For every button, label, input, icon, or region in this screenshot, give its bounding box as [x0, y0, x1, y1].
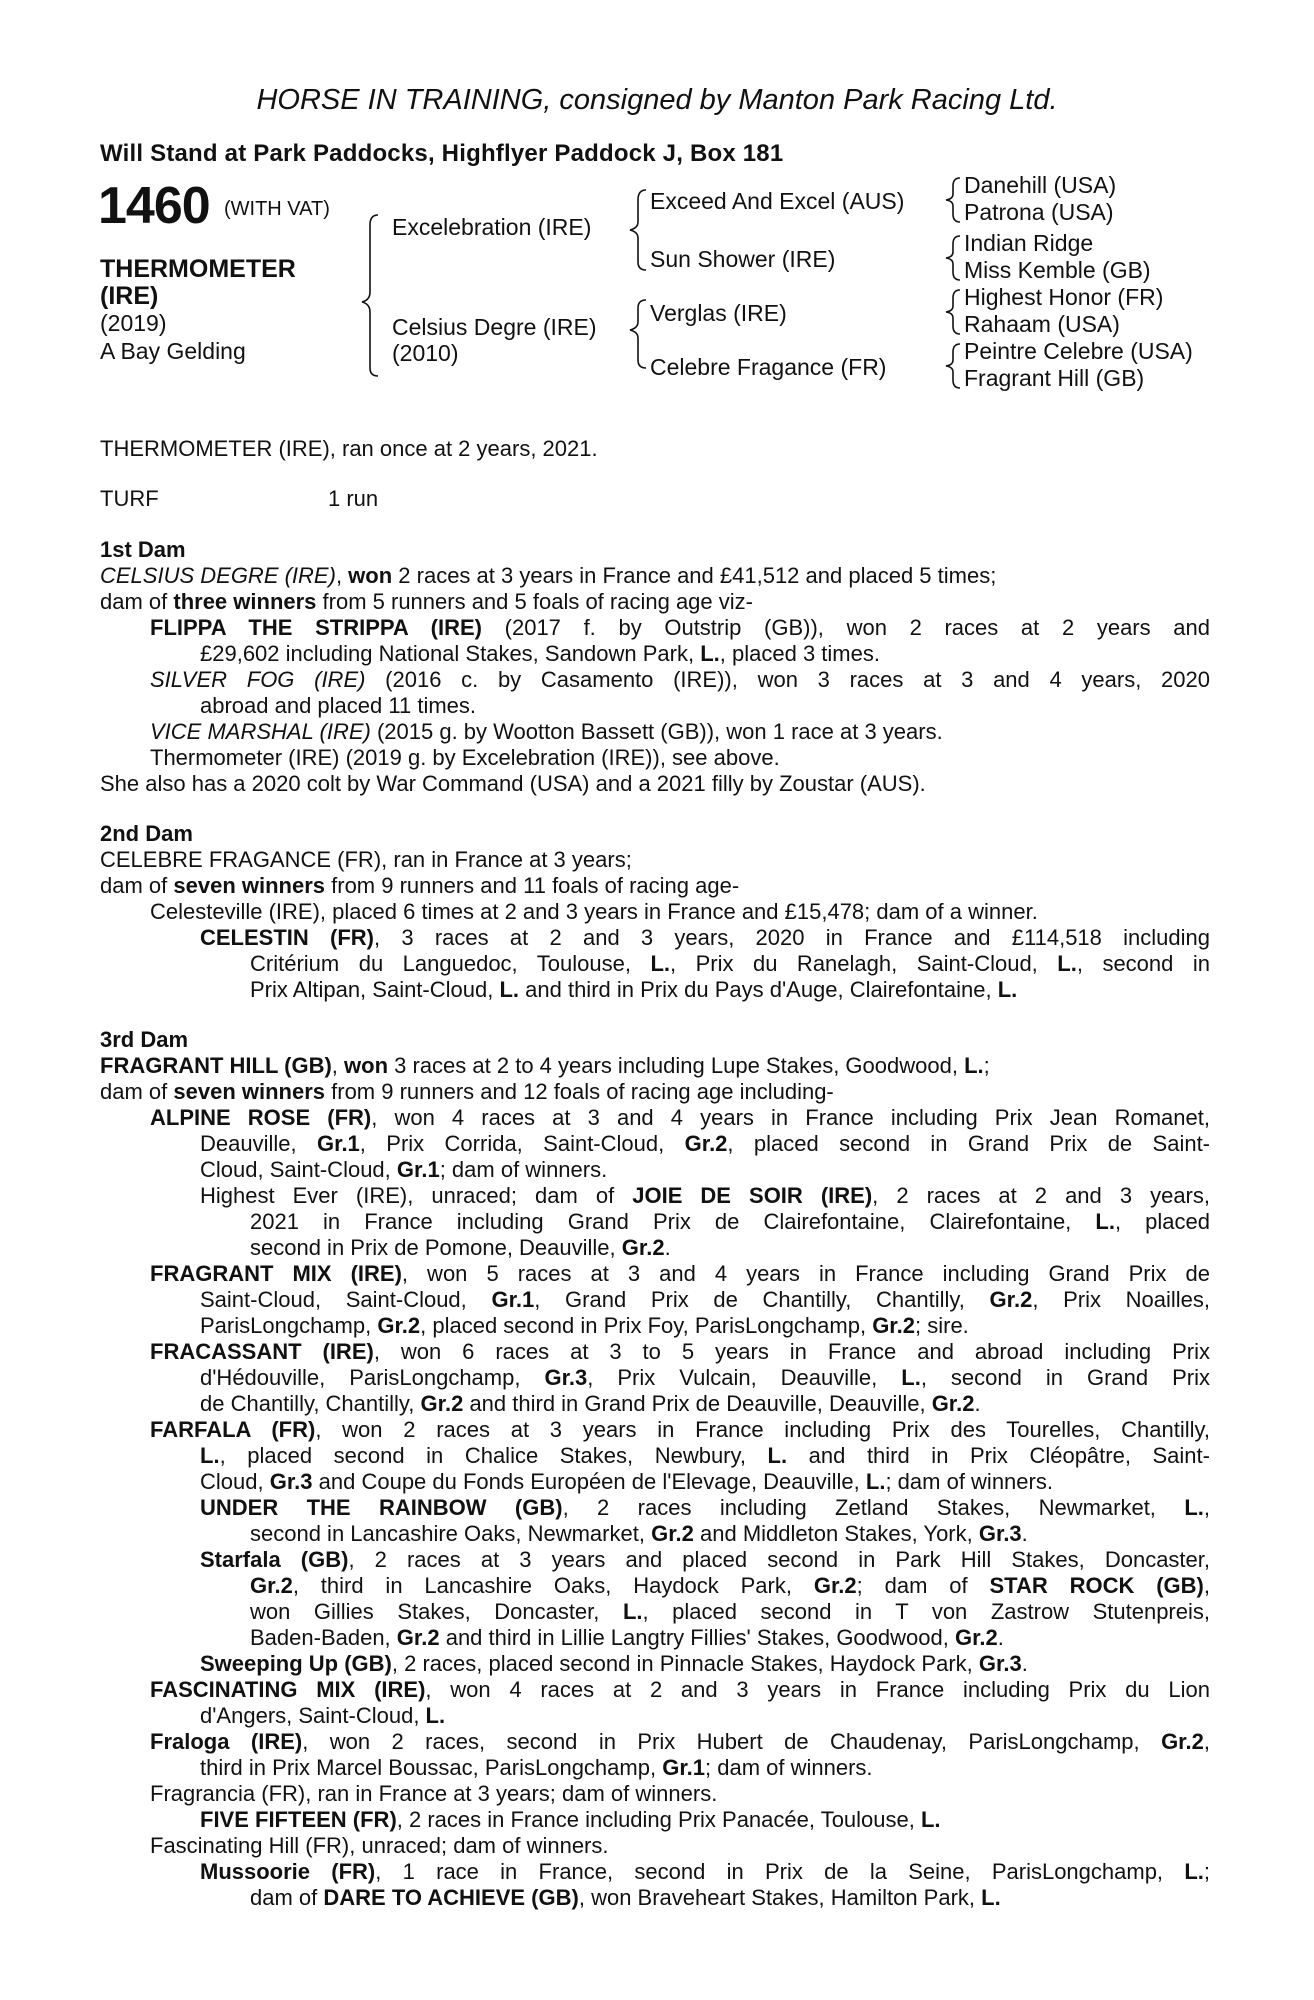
produce-starfala: Starfala (GB), 2 races at 3 years and placed second in Park Hill Stakes, Doncaster,: [200, 1547, 1210, 1572]
first-dam-foals: She also has a 2020 colt by War Command (USA) and a 2021 filly by Zoustar (AUS).: [100, 771, 926, 796]
produce-thermometer: Thermometer (IRE) (2019 g. by Excelebration (IRE)), see above.: [150, 745, 780, 770]
produce-joie-de-soir: 2021 in France including Grand Prix de Clairefontaine, Clairefontaine, L., placed: [250, 1209, 1210, 1234]
horse-description: A Bay Gelding: [100, 338, 246, 364]
pedigree-g8: Fragrant Hill (GB): [964, 365, 1145, 391]
horse-year: (2019): [100, 310, 167, 336]
produce-fascinating-hill: Fascinating Hill (FR), unraced; dam of winners.: [150, 1833, 609, 1858]
second-dam-line: CELEBRE FRAGANCE (FR), ran in France at 3 years;: [100, 847, 632, 872]
produce-flippa: FLIPPA THE STRIPPA (IRE) (2017 f. by Outstrip (GB)), won 2 races at 2 years and: [150, 615, 1210, 640]
second-dam-heading: 2nd Dam: [100, 821, 193, 846]
first-dam-line: CELSIUS DEGRE (IRE), won 2 races at 3 years in France and £41,512 and placed 5 times;: [100, 563, 997, 588]
pedigree-sire: Excelebration (IRE): [392, 214, 592, 240]
pedigree-g2: Patrona (USA): [964, 199, 1114, 225]
produce-fracassant: FRACASSANT (IRE), won 6 races at 3 to 5 years in France and abroad including Prix: [150, 1339, 1210, 1364]
produce-fracassant-cont: d'Hédouville, ParisLongchamp, Gr.3, Prix Vulcain, Deauville, L., second in Grand Prix: [200, 1365, 1210, 1390]
pedigree-g3: Indian Ridge: [964, 230, 1094, 256]
produce-fragrancia: Fragrancia (FR), ran in France at 3 years; dam of winners.: [150, 1781, 718, 1806]
produce-fragrant-mix-cont2: ParisLongchamp, Gr.2, placed second in Prix Foy, ParisLongchamp, Gr.2; sire.: [200, 1313, 969, 1338]
produce-celesteville: Celesteville (IRE), placed 6 times at 2 and 3 years in France and £15,478; dam of a winner.: [150, 899, 1038, 924]
second-dam-produce: dam of seven winners from 9 runners and 11 foals of racing age-: [100, 873, 740, 898]
produce-dare-to-achieve: dam of DARE TO ACHIEVE (GB), won Braveheart Stakes, Hamilton Park, L.: [250, 1885, 1001, 1910]
produce-starfala-cont: Gr.2, third in Lancashire Oaks, Haydock Park, Gr.2; dam of STAR ROCK (GB),: [250, 1573, 1210, 1598]
pedigree-g7: Peintre Celebre (USA): [964, 338, 1193, 364]
lot-number: 1460: [98, 177, 210, 235]
pedigree-dam: Celsius Degre (IRE): [392, 314, 597, 340]
produce-fragrant-mix-cont: Saint-Cloud, Saint-Cloud, Gr.1, Grand Prix de Chantilly, Chantilly, Gr.2, Prix Noailles,: [200, 1287, 1211, 1312]
pedigree-g6: Rahaam (USA): [964, 311, 1120, 337]
pedigree-sire-dam: Sun Shower (IRE): [650, 246, 836, 272]
produce-farfala: FARFALA (FR), won 2 races at 3 years in France including Prix des Tourelles, Chantilly,: [150, 1417, 1210, 1442]
pedigree-g4: Miss Kemble (GB): [964, 257, 1151, 283]
produce-star-rock-cont: Baden-Baden, Gr.2 and third in Lillie Langtry Fillies' Stakes, Goodwood, Gr.2.: [250, 1625, 1004, 1650]
pedigree-dam-dam: Celebre Fragance (FR): [650, 354, 887, 380]
produce-alpine-rose-cont: Deauville, Gr.1, Prix Corrida, Saint-Cloud, Gr.2, placed second in Grand Prix de Saint-: [200, 1131, 1211, 1156]
produce-under-the-rainbow-cont: second in Lancashire Oaks, Newmarket, Gr.2 and Middleton Stakes, York, Gr.3.: [250, 1521, 1028, 1546]
stand-location: Will Stand at Park Paddocks, Highflyer Paddock J, Box 181: [100, 140, 784, 167]
produce-farfala-cont: L., placed second in Chalice Stakes, Newbury, L. and third in Prix Cléopâtre, Saint-: [200, 1443, 1210, 1468]
produce-celestin: CELESTIN (FR), 3 races at 2 and 3 years, 2020 in France and £114,518 including: [200, 925, 1210, 950]
produce-alpine-rose: ALPINE ROSE (FR), won 4 races at 3 and 4 years in France including Prix Jean Romanet,: [150, 1105, 1210, 1130]
produce-silver-fog-cont: abroad and placed 11 times.: [200, 693, 476, 718]
produce-highest-ever: Highest Ever (IRE), unraced; dam of JOIE DE SOIR (IRE), 2 races at 2 and 3 years,: [200, 1183, 1210, 1208]
produce-sweeping-up: Sweeping Up (GB), 2 races, placed second in Pinnacle Stakes, Haydock Park, Gr.3.: [200, 1651, 1028, 1676]
turf-label: TURF: [100, 486, 159, 511]
produce-celestin-cont2: Prix Altipan, Saint-Cloud, L. and third in Prix du Pays d'Auge, Clairefontaine, L.: [250, 977, 1018, 1002]
produce-flippa-cont: £29,602 including National Stakes, Sandown Park, L., placed 3 times.: [200, 641, 880, 666]
produce-five-fifteen: FIVE FIFTEEN (FR), 2 races in France including Prix Panacée, Toulouse, L.: [200, 1807, 941, 1832]
catalogue-header: HORSE IN TRAINING, consigned by Manton Park Racing Ltd.: [256, 84, 1058, 116]
produce-mussoorie: Mussoorie (FR), 1 race in France, second in Prix de la Seine, ParisLongchamp, L.;: [200, 1859, 1210, 1884]
pedigree-dam-year: (2010): [392, 340, 459, 366]
produce-fragrant-mix: FRAGRANT MIX (IRE), won 5 races at 3 and 4 years in France including Grand Prix de: [150, 1261, 1210, 1286]
produce-vice-marshal: VICE MARSHAL (IRE) (2015 g. by Wootton Bassett (GB)), won 1 race at 3 years.: [150, 719, 943, 744]
produce-fascinating-mix-cont: d'Angers, Saint-Cloud, L.: [200, 1703, 446, 1728]
produce-star-rock: won Gillies Stakes, Doncaster, L., placed second in T von Zastrow Stutenpreis,: [250, 1599, 1210, 1624]
pedigree-sire-sire: Exceed And Excel (AUS): [650, 188, 905, 214]
pedigree-g1: Danehill (USA): [964, 172, 1117, 198]
horse-name-line1: THERMOMETER: [100, 255, 296, 283]
produce-fascinating-mix: FASCINATING MIX (IRE), won 4 races at 2 and 3 years in France including Prix du Lion: [150, 1677, 1210, 1702]
third-dam-produce: dam of seven winners from 9 runners and 12 foals of racing age including-: [100, 1079, 834, 1104]
first-dam-heading: 1st Dam: [100, 537, 186, 562]
pedigree-dam-sire: Verglas (IRE): [650, 300, 787, 326]
vat-note: (WITH VAT): [224, 198, 330, 220]
produce-fraloga-cont: third in Prix Marcel Boussac, ParisLongchamp, Gr.1; dam of winners.: [200, 1755, 873, 1780]
produce-silver-fog: SILVER FOG (IRE) (2016 c. by Casamento (IRE)), won 3 races at 3 and 4 years, 2020: [150, 667, 1210, 692]
horse-name-line2: (IRE): [100, 282, 159, 310]
produce-alpine-rose-cont2: Cloud, Saint-Cloud, Gr.1; dam of winners.: [200, 1157, 608, 1182]
third-dam-line: FRAGRANT HILL (GB), won 3 races at 2 to 4 years including Lupe Stakes, Goodwood, L.;: [100, 1053, 990, 1078]
produce-fracassant-cont2: de Chantilly, Chantilly, Gr.2 and third in Grand Prix de Deauville, Deauville, Gr.2.: [200, 1391, 981, 1416]
race-summary: THERMOMETER (IRE), ran once at 2 years, 2021.: [100, 436, 598, 461]
turf-runs: 1 run: [328, 486, 379, 511]
first-dam-produce: dam of three winners from 5 runners and 5 foals of racing age viz-: [100, 589, 753, 614]
produce-fraloga: Fraloga (IRE), won 2 races, second in Prix Hubert de Chaudenay, ParisLongchamp, Gr.2,: [150, 1729, 1210, 1754]
third-dam-heading: 3rd Dam: [100, 1027, 189, 1052]
produce-celestin-cont: Critérium du Languedoc, Toulouse, L., Prix du Ranelagh, Saint-Cloud, L., second in: [250, 951, 1210, 976]
produce-joie-de-soir-cont: second in Prix de Pomone, Deauville, Gr.2.: [250, 1235, 671, 1260]
produce-under-the-rainbow: UNDER THE RAINBOW (GB), 2 races including Zetland Stakes, Newmarket, L.,: [200, 1495, 1210, 1520]
pedigree-g5: Highest Honor (FR): [964, 284, 1164, 310]
produce-farfala-cont2: Cloud, Gr.3 and Coupe du Fonds Européen de l'Elevage, Deauville, L.; dam of winners.: [200, 1469, 1053, 1494]
